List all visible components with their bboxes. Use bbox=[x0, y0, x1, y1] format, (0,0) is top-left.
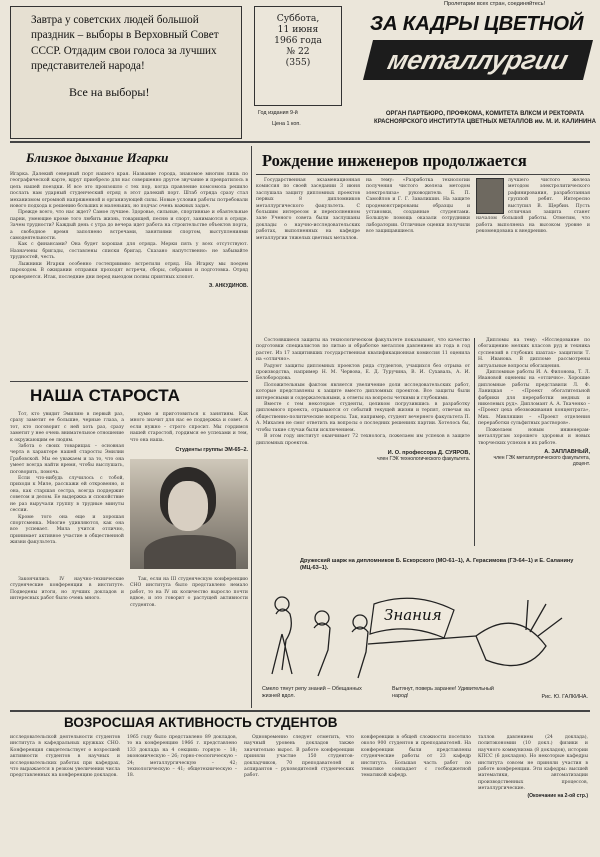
issue-price: Цена 1 коп. bbox=[272, 121, 301, 127]
engineers-col2: на тему: «Разработка технологии получения чистого железа методом электролиза» руководитель Б. П. Самойлов и Г. Г. Завалишин. На защите продемонстрированы образцы и установки, созданные студентами. Большую помощь оказали сотрудники лаборатории. Отличные оценки получили все защищавшиеся. bbox=[366, 178, 470, 235]
engineers-title: Рождение инженеров продолжается bbox=[262, 151, 527, 170]
engineers-top-columns bbox=[256, 178, 590, 336]
activity-continued: (Окончание на 2-ой стр.) bbox=[527, 792, 588, 799]
masthead bbox=[362, 12, 594, 108]
starosta-body-3: Если что-нибудь случилось с тобой, приходи к Миле, расскажи ей откровенно, и она, как старшая сестра, всегда поддержит советом и делом. Ее выдержка и спокойствие не раз выручали группу в трудные минуты сессии. bbox=[10, 476, 124, 514]
engineers-mid-5: В этом году институт оканчивает 72 технолога, пожелаем им успехов в защите дипломных проектов. bbox=[256, 434, 470, 446]
issue-date: 11 июня bbox=[277, 24, 319, 35]
article-igarka bbox=[10, 146, 248, 379]
engineers-title-rule bbox=[256, 174, 590, 175]
election-call: Все на выборы! bbox=[69, 84, 150, 99]
publication-year: Год издания 9-й bbox=[258, 110, 298, 116]
article-starosta bbox=[10, 384, 248, 707]
igarka-body: Игарка. Далекий северный порт нашего края. Название города, знакомое многим лишь по географической карте, вдруг приобрело для нас совершенно другое звучание и превратилось в цель нашей поездки. И все это произошло с тех пор, когда правление комсомола решило послать нам ударный студенческий отряд в этот далекий порт. Штаб отряда сразу стал механизмом огромной напряженной и организующей силы. Новые условия работы потребовали нового подхода к решению больших и маленьких, но подчас очень важных задач. bbox=[10, 172, 248, 210]
igarka-body-2: Прежде всего, что нас ждет? Самое лучшее. Здоровье, сильные, спортивные и обаятельные парни, умеющие кроме того любить жизнь, товарищей, песню и спорт, занимаются в отряде. Зачем трудности? Каждый день с утра до вечера идет работа на строительстве объектов порта, а свободное время заполнено встречами, занятиями спортом, выступлениями самодеятельности. bbox=[10, 210, 248, 242]
engineers-right-1: Дипломы на тему: «Исследование по обогащению мелких классов руд и техника суспензий в глубоких шахтах» защитили Т. Н. Иванова. В дипломе рассмотрены актуальные вопросы обогащения. bbox=[478, 338, 590, 369]
cartoon-artist: Рис. Ю. ГАЛКИНА. bbox=[541, 694, 588, 700]
igarka-body-3: Как с финансами? Она будет хорошая для отряда. Мерки пять у всех отсутствуют. Назначены бригады, составлены списки бригад. Сказано напутственно: не забывайте трудностей, честь. bbox=[10, 242, 248, 261]
issue-total-number: (355) bbox=[285, 57, 311, 68]
igarka-signature: Э. АНКУДИНОВ. bbox=[208, 282, 248, 289]
activity-columns bbox=[10, 735, 590, 853]
engineers-inner-rule bbox=[474, 338, 475, 546]
masthead-title-line1: ЗА КАДРЫ ЦВЕТНОЙ bbox=[370, 12, 584, 35]
engineers-mid-column bbox=[256, 338, 470, 556]
portrait-face bbox=[168, 481, 208, 531]
starosta-col2: кумю и приготовиться к занятиям. Как много значит для нас ее поддержка и совет. А если нужно – строго спросит. Мы гордимся нашей старостой, гордимся ее успехами и тем, что она наша. bbox=[130, 412, 248, 443]
masthead-title-line2-text: металлургии bbox=[385, 44, 572, 75]
igarka-title: Близкое дыхание Игарки bbox=[26, 150, 169, 165]
cartoon-title: Дружеский шарж на дипломников Б. Ескорского (МО-61–1), А. Герасимова (ГЭ-64–1) и Е. Саланину (МЦ-63–1). bbox=[300, 558, 574, 571]
header-rule bbox=[10, 141, 590, 143]
engineers-col1: Государственная экзаменационная комиссия по своей заседании 3 июня заслушала защиту дипломных проектов первых 8 дипломников металлургического факультета. С большим интересом и переполненном зале Ученого совета были заслушаны доклады о научно-исследовательских работах, выполненных на кафедре металлургии тяжелых цветных металлов. bbox=[256, 178, 360, 241]
activity-col2: 1965 году было представлено 89 докладов, то на конференцию 1966 г. представлено 133 доклада на 4 секциях: горную – 18; экономическую – 26; горно-геологическую – 24; металлургическую – 42; технологическую – 41; общетехническую – 18. bbox=[127, 735, 237, 779]
activity-col5: таллов давлением (24 доклада), политэкономии (10 докл.) физики и научного коммунизма (8 докладов), истории КПСС (6 докладов). Но некоторые кафедры института совсем не приняли участия в работе конференции. Эти кафедры: высшей математики, автоматизации производственных процессов, металлургические. bbox=[478, 735, 588, 792]
cartoon-caption-left: Смело тянут репу знаний – Обещанных жизней вдол. bbox=[262, 686, 362, 699]
issue-number: № 22 bbox=[286, 46, 310, 57]
activity-col4: конференции в общей сложности посетило около 900 студентов и преподавателей. На конференции были представлены студенческие работы от 23 кафедр института. Большая часть работ по тематике совпадает с госбюджетной тематикой кафедр. bbox=[361, 735, 471, 779]
engineers-mid-4: Вместе с тем некоторые студенты, целиком погрузившись в разработку дипломного проекта, отрываются от событий текущей жизни и терпят, отвечая на общественно-политические вопросы. Так, например, студент вечернего факультета П. А. Михалев не смог ответить на вопросы о последних решениях партии. Хотелось бы, чтобы такие случаи были исключением. bbox=[256, 402, 470, 433]
portrait-shoulders bbox=[144, 535, 236, 569]
activity-col3: Одновременно следует отметить, что научный уровень докладов также значительно вырос. В работе конференции приняли участие 150 студентов-докладчиков, 70 преподавателей и аспирантов – руководителей студенческих работ. bbox=[244, 735, 354, 779]
election-slogan: Завтра у советских людей большой праздник – выборы в Верховный Совет СССР. Отдадим свои голоса за лучших представителей народа! bbox=[31, 14, 219, 73]
engineers-right-3: Пожелаем новым инженерам-металлургам хорошего здоровья и новых творческих успехов в их работе. bbox=[478, 427, 590, 446]
engineers-mid-2: Радуют защиты дипломных проектов ряда студентов, учащихся без отрыва от производства, например Н. М. Червова, Е. Д. Туручина, В. И. Сухаваль, А. И. Белобородова. bbox=[256, 363, 470, 382]
starosta-portrait bbox=[130, 459, 248, 569]
engineers-right-signature-2: член ГЭК металлургического факультета, доцент. bbox=[493, 454, 590, 467]
issue-year: 1966 года bbox=[274, 35, 322, 46]
engineers-right-signature: А. ЗАПЛАВНЫЙ, bbox=[544, 448, 590, 455]
cartoon-caption-mid: Вытянут, поверь заранее! Удивительный народ! bbox=[392, 686, 494, 699]
activity-top-rule bbox=[10, 710, 590, 712]
engineers-mid-3: Положительным фактом является увеличение доли исследовательских работ, которые представлены к защите вместо дипломных проектов. Все защиты были интересными и содержательными, а ответы на вопросы четкими и глубокими. bbox=[256, 382, 470, 401]
cartoon-banner: Знания bbox=[384, 606, 442, 624]
starosta-body-4: Кроме того она еще и хорошая спортсменка. Многие удивляются, как она все успевает. Мила учится отлично, принимает активное участие в общественной жизни факультета. bbox=[10, 514, 124, 546]
engineers-right-column bbox=[478, 338, 590, 550]
igarka-body-4: Лыжники Игарки особенно гостеприимно встретили отряд. На Игарку мы поедем пароходом. В ожидании отправки проходят встречи, сборы, собрания и подготовка. Отряд проверяется. Итак, последние дни перед выездом полны приятных хлопот. bbox=[10, 261, 248, 280]
issue-info-box bbox=[254, 6, 342, 106]
proletarians-slogan: Пролетарии всех стран, соединяйтесь! bbox=[444, 1, 546, 7]
masthead-title-line2 bbox=[363, 40, 593, 80]
starosta-lower: Закончились IV научно-технические студенческие конференции в институте. Подведены итоги, но лучших докладов и интересных работ было очень много. bbox=[10, 577, 124, 602]
cartoon-drawing bbox=[256, 574, 590, 692]
activity-col1: исследовательской деятельности студентов института в кафедральных кружках СНО. Конференция свидетельствует о возросшей активности студентов в научных и исследовательских работах при кафедрах, что выражается в резком увеличении числа представленных на конференцию докладов. bbox=[10, 735, 120, 779]
engineers-col3: лучшего чистого железа методом электролитического рафинирования, разработанная группой ребят. Интересно выступил В. Щербин. Пусть отличная защита станет началом большой работы. Отметим, что работа выполнена на высоком уровне и рекомендована к внедрению. bbox=[476, 178, 590, 235]
engineers-right-2: Дипломные работы И. А. Филонова, Т. Л. Ивановой оценены на «отлично». Хорошие дипломные работы представили Л. Ф. Ланицкая – «Проект обогатительной фабрики для переработки медных и никелевых руд». Дипломант А. А. Ткаченко – «Проект цеха обезвоживания концентрата», Мих. Микляшин – «Проект отделения переработки сульфитных растворов». bbox=[478, 370, 590, 427]
starosta-body-2: Забота о своих товарищах – основная черта в характере нашей старосты Эмилии Грабовской. Мы ее уважаем и за то, что она умеет всегда найти время, чтобы выслушать, поговорить, помочь. bbox=[10, 444, 124, 475]
engineers-stamp-graphic bbox=[476, 178, 504, 214]
cartoon bbox=[256, 558, 590, 708]
engineers-signature-2: член ГЭК технологического факультета. bbox=[377, 455, 470, 462]
igarka-bottom-rule bbox=[10, 381, 248, 382]
starosta-lower-2: Так, если на III студенческую конференцию СНО института было представлено немало работ, то на IV их количество выросло почти вдвое, и это говорит о растущей активности студентов. bbox=[130, 577, 248, 608]
engineers-signature: И. О. профессора Д. СУЯРОВ, bbox=[387, 449, 470, 456]
issue-weekday: Суббота, bbox=[276, 13, 320, 24]
left-column-rule bbox=[251, 146, 252, 708]
masthead-organ-line: ОРГАН ПАРТБЮРО, ПРОФКОМА, КОМИТЕТА ВЛКСМ И РЕКТОРАТА КРАСНОЯРСКОГО ИНСТИТУТА ЦВЕТНЫХ МЕТАЛЛОВ им. М. И. КАЛИНИНА bbox=[374, 111, 596, 125]
starosta-body: Тот, кто увидит Эмилию в первый раз, сразу заметит ее большие, черные глаза, а тот, кто поговорит с ней хоть раз, сразу заметит у нее очень внимательное отношение к окружающим ее людям. bbox=[10, 412, 124, 443]
starosta-caption: Студенты группы ЭМ-65–2. bbox=[175, 447, 248, 454]
activity-title: ВОЗРОСШАЯ АКТИВНОСТЬ СТУДЕНТОВ bbox=[64, 715, 338, 730]
engineers-mid-1: Состоявшиеся защиты на технологическом факультете показывают, что качество подготовки специалистов по литью и обработке металлов давлением из года в год растет. Из 17 защитивших государственная квалификационная комиссия 11 оценила на «отлично». bbox=[256, 338, 470, 363]
cartoon-banner-group bbox=[370, 598, 454, 638]
starosta-title: НАША СТАРОСТА bbox=[30, 386, 180, 405]
election-slogan-box bbox=[10, 6, 242, 139]
